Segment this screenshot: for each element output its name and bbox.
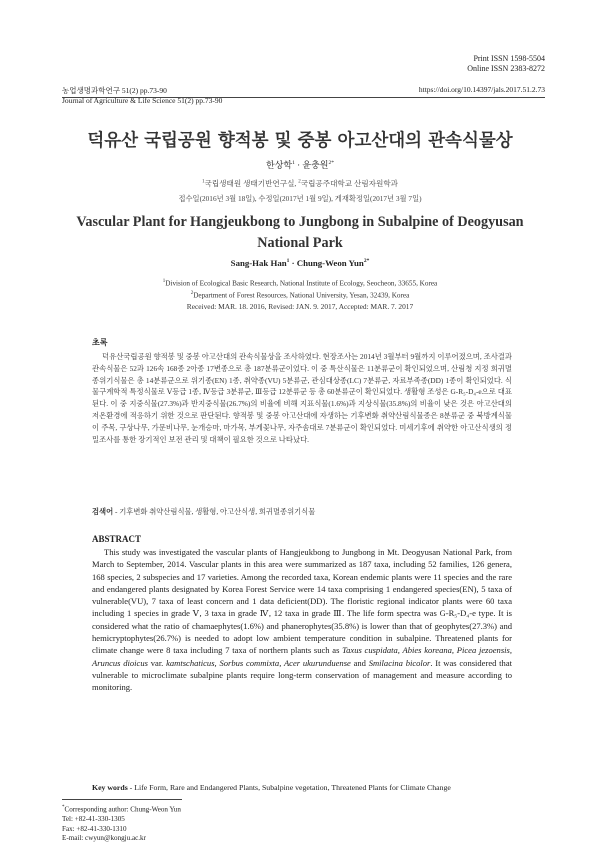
corresponding-author: Corresponding author: Chung-Weon Yun [64,805,181,814]
paper-title-en: Vascular Plant for Hangjeukbong to Jungbong in Subalpine of Deogyusan National Park [76,214,524,251]
author2-name-ko: 윤충원 [302,160,329,170]
authors-en [0,258,600,268]
dates-en: Received: MAR. 18. 2016, Revised: JAN. 9. 2017, Accepted: MAR. 7. 2017 [186,302,414,311]
author2-sup-ko: 2* [328,160,334,166]
abstract-en-heading: ABSTRACT [92,534,142,544]
dates-ko: 접수일(2016년 3월 18일), 수정일(2017년 1월 9일), 게재확정일(2017년 3월 7일) [178,194,422,203]
authors-ko [0,158,600,171]
footnote-divider [62,799,182,800]
issn-block [467,54,545,73]
footnote-block [62,803,181,844]
abstract-ko-body: 덕유산국립공원 향적봉 및 중봉 아고산대의 관속식물상을 조사하였다. 현장조사는 2014년 3월부터 9월까지 이루어졌으며, 조사결과 관속식물은 52과 126속 168종 2아종 17변종으로 총 187분류군이었다. 이 중 특산식물은 11분류군이 확인되었으며, 산림청 지정 희귀멸종위기식물은 총 14분류군으로 위기종(EN) 1종, 취약종(VU) 5분류군, 관심대상종(LC) 7분류군, 자료부족종(DD) 1종이 확인되었다. 식물구계학적 특정식물로 Ⅴ등급 1종, Ⅳ등급 3분류군, Ⅲ등급 12분류군 등 총 60분류군이 확인되었다. 생활형 조성은 G-R₅-D₄-e으로 대표된다. 이 중 지중식물(27.3%)과 반지중식물(26.7%)의 비율에 비해 지표식물(1.6%)과 지상식물(35.8%)의 비율이 낮은 것은 아고산대의 저온환경에 적응하기 위한 것으로 판단된다. 향적봉 및 중봉 아고산대에 자생하는 기후변화 취약산림식물종은 8분류군 중 북방계식물이 주목, 구상나무, 가문비나무, 눈개승마, 마가목, 부게꽃나무, 자주솜대로 7분류군이 확인되었다. 미세기후에 취약한 아고산식생의 정밀조사를 통한 장기적인 보전 관리 및 대책이 필요한 것으로 나타났다. [92,352,512,444]
species-list-2: kamtschaticus, Sorbus commixta, Acer ukurunduense [166,657,351,668]
abstract-en-text-1: This study was investigated the vascular plants of Hangjeukbong to Jungbong in Mt. Deogyusan National Park, from March to September, 2014. Vascular plants in this area were summarized as 187 taxa, including 52 families, 126 genera, 168 species, 2 subspecies and 17 varieties. Among the recorded taxa, Korean endemic plants were 11 species and the rare and endangered plants designated by Korea Forest Service were 14 taxa comprising 1 endangered species(EN), 5 taxa of vulnerable(VU), 7 taxa of least concern and 1 data deficient(DD). The floristic regional indicator plants were 60 taxa including 1 species in grade Ⅴ, 3 taxa in grade Ⅳ, 12 taxa in grade Ⅲ. The life form spectra was G-R₅-D₄-e type. It is considered what the ratio of chamaephytes(1.6%) and phanerophytes(35.8%) is lower than that of geophytes(27.3%) and hemicryptophytes(26.7%) is needed to adopt low ambient temperature condition in subalpine. Threatened plants for climate change were 8 taxa including 7 taxa of northern plants such as [92,547,512,656]
abstract-ko-heading: 초록 [92,338,108,347]
keywords-en-list: - Life Form, Rare and Endangered Plants, Subalpine vegetation, Threatened Plants for Climate Change [127,783,451,792]
print-issn: Print ISSN 1598-5504 [473,54,545,63]
abstract-en-text-3: and [350,657,369,668]
keywords-en [92,783,512,792]
affil1-en: Division of Ecological Basic Research, National Institute of Ecology, Seocheon, 33655, Korea [165,279,438,288]
species-list-1: Taxus cuspidata, Abies koreana, Picea jezoensis, Aruncus dioicus [92,645,512,668]
affiliations-ko [0,178,600,189]
author-separator-ko: · [294,160,303,170]
affil2-sup-en: 2 [190,290,194,296]
keywords-ko-list: - 기후변화 취약산림식물, 생활형, 아고산식생, 희귀멸종위기식물 [113,507,316,516]
doi-link[interactable]: https://doi.org/10.14397/jals.2017.51.2.73 [418,85,545,94]
abstract-en-text-2: var. [147,657,167,668]
author1-sup-ko: 1 [292,160,295,166]
author-separator-en: · [289,258,297,268]
author1-name-ko: 한상학 [266,160,293,170]
author2-sup-en: 2* [363,258,370,265]
tel: Tel: +82-41-330-1305 [62,815,125,824]
affil2-sup-ko: 2 [298,179,301,185]
affil1-sup-en: 1 [162,279,166,284]
affil2-ko: 국립공주대학교 산림자원학과 [300,179,398,188]
paper-title-ko: 덕유산 국립공원 향적봉 및 중봉 아고산대의 관속식물상 [87,131,513,151]
keywords-ko-label: 검색어 [92,507,114,516]
email[interactable]: E-mail: cwyun@kongju.ac.kr [62,834,146,843]
keywords-en-label: Key words [92,783,128,792]
journal-ko: 농업생명과학연구 51(2) pp.73-90 [62,86,167,95]
author1-name-en: Sang-Hak Han [230,258,287,268]
affil2-en: Department of Forest Resources, National University, Yesan, 32439, Korea [193,291,410,300]
keywords-ko [92,507,512,517]
affil1-sup-ko: 1 [202,179,205,185]
affil2-en-line [0,289,600,301]
author1-sup-en: 1 [286,258,290,265]
online-issn: Online ISSN 2383-8272 [467,63,545,73]
journal-en: Journal of Agriculture & Life Science 51(2) pp.73-90 [62,96,223,105]
affiliations-en [0,277,600,301]
author2-name-en: Chung-Weon Yun [296,258,364,268]
abstract-en-body [92,546,512,694]
abstract-en-text-4: . It was considered that vulnerable to microclimate subalpine plants require long-term conservation of management and measure according to monitoring. [92,657,512,693]
affil1-ko: 국립생태원 생태기반연구실, [204,179,299,188]
affil1-en-line [0,277,600,289]
fax: Fax: +82-41-330-1310 [62,824,127,833]
corresponding-sup: * [62,805,65,810]
species-list-3: Smilacina bicolor [368,657,431,668]
corresponding-author-line [62,803,181,815]
